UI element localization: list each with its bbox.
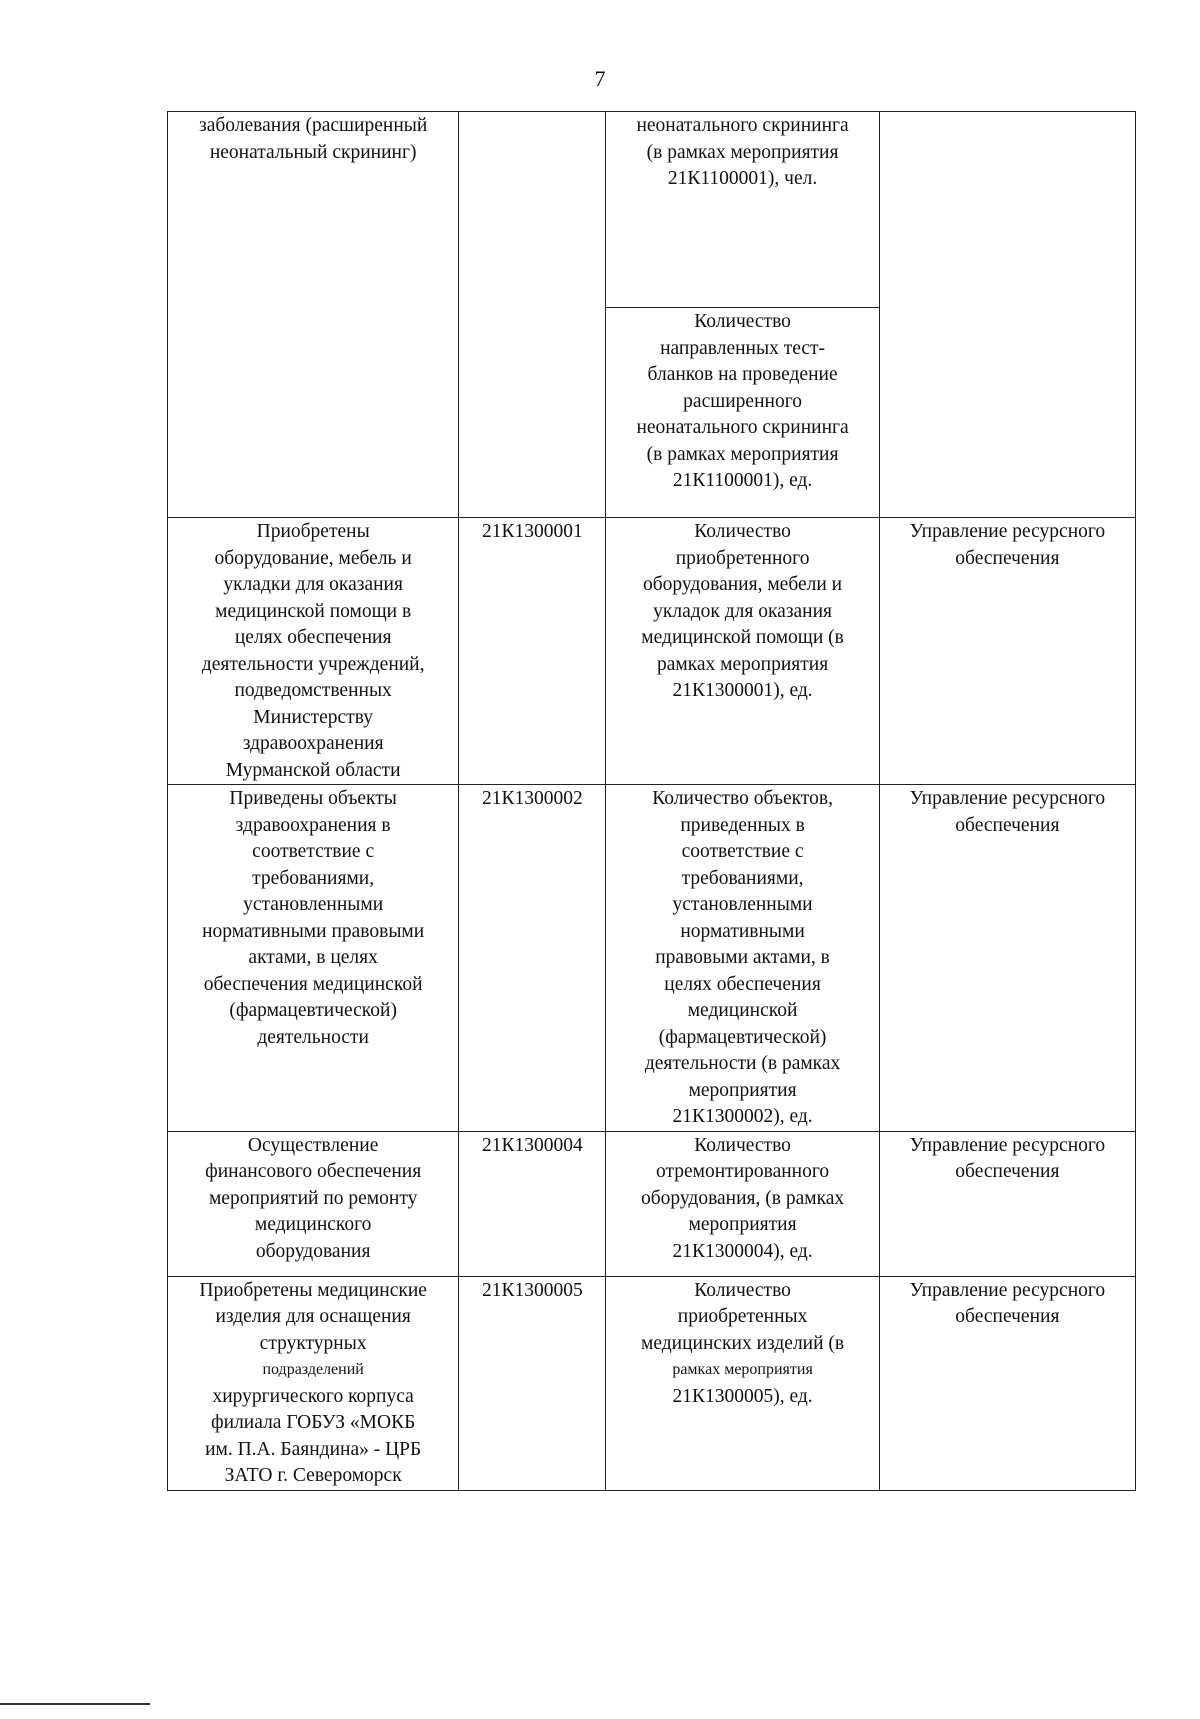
task-cell: Осуществление финансового обеспечения мероприятий по ремонту медицинского оборудования <box>168 1131 459 1276</box>
task-cell: Приобретены медицинские изделия для оснащения структурных подразделений хирургического корпуса филиала ГОБУЗ «МОКБ им. П.А. Баяндина» - ЦРБ ЗАТО г. Североморск <box>168 1276 459 1490</box>
table-row <box>168 112 1136 308</box>
page-number: 7 <box>594 66 606 91</box>
responsible-cell: Управление ресурсного обеспечения <box>879 1131 1135 1276</box>
indicator-cell: Количество приобретенного оборудования, мебели и укладок для оказания медицинской помощи (в рамках мероприятия 21К1300001), ед. <box>606 518 879 785</box>
indicator-cell: Количество направленных тест- бланков на проведение расширенного неонатального скрининга (в рамках мероприятия 21К1100001), ед. <box>606 308 879 518</box>
task-cell: заболевания (расширенный неонатальный скрининг) <box>168 112 459 518</box>
responsible-cell: Управление ресурсного обеспечения <box>879 785 1135 1132</box>
table-row <box>168 518 1136 785</box>
indicator-cell: Количество объектов, приведенных в соответствие с требованиями, установленными нормативными правовыми актами, в целях обеспечения медицинской (фармацевтической) деятельности (в рамках мероприятия 21К1300002), ед. <box>606 785 879 1132</box>
code-cell <box>459 112 606 518</box>
responsible-cell: Управление ресурсного обеспечения <box>879 1276 1135 1490</box>
indicator-cell: Количество приобретенных медицинских изделий (в рамках мероприятия 21К1300005), ед. <box>606 1276 879 1490</box>
table-row <box>168 785 1136 1132</box>
indicator-cell: Количество отремонтированного оборудования, (в рамках мероприятия 21К1300004), ед. <box>606 1131 879 1276</box>
table-row <box>168 1131 1136 1276</box>
task-cell: Приобретены оборудование, мебель и укладки для оказания медицинской помощи в целях обеспечения деятельности учреждений, подведомственных Министерству здравоохранения Мурманской области <box>168 518 459 785</box>
code-cell: 21К1300004 <box>459 1131 606 1276</box>
code-cell: 21К1300001 <box>459 518 606 785</box>
table-row <box>168 1276 1136 1490</box>
task-cell: Приведены объекты здравоохранения в соответствие с требованиями, установленными нормативными правовыми актами, в целях обеспечения медицинской (фармацевтической) деятельности <box>168 785 459 1132</box>
code-cell: 21К1300005 <box>459 1276 606 1490</box>
responsible-cell: Управление ресурсного обеспечения <box>879 518 1135 785</box>
footer-rule <box>0 1703 150 1705</box>
indicator-cell: неонатального скрининга (в рамках мероприятия 21К1100001), чел. <box>606 112 879 308</box>
measures-table <box>167 111 1136 1491</box>
responsible-cell <box>879 112 1135 518</box>
code-cell: 21К1300002 <box>459 785 606 1132</box>
